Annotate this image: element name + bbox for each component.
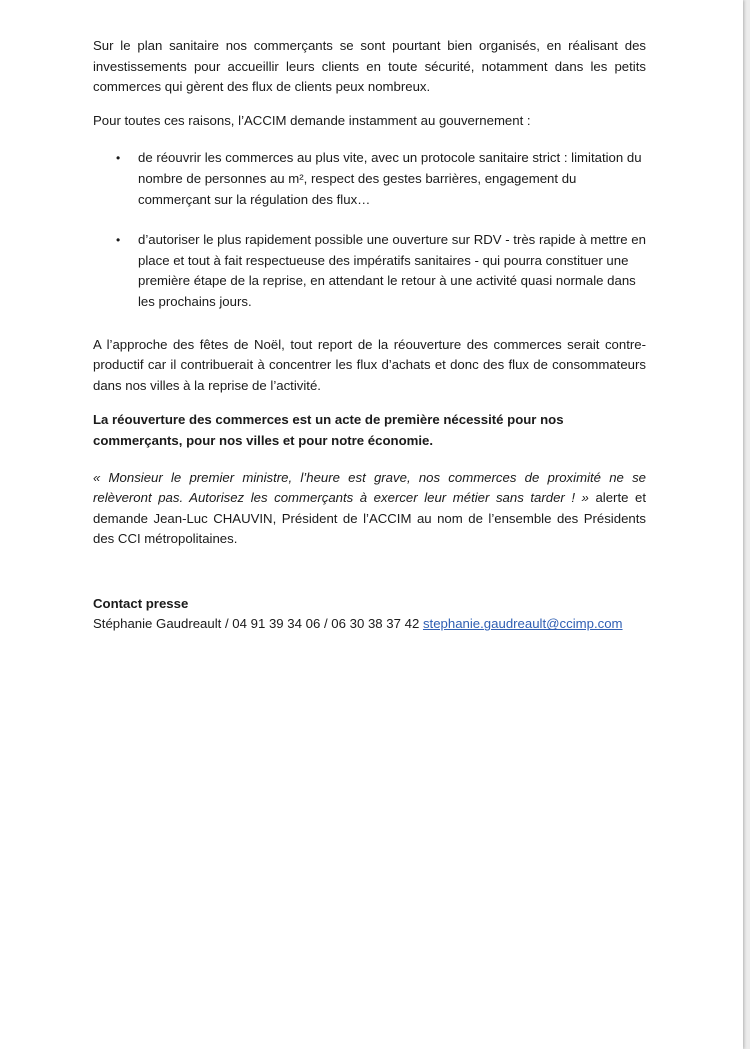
- request-list: [93, 148, 646, 312]
- bullet-icon: •: [116, 151, 121, 166]
- contact-details: [93, 614, 646, 635]
- list-item-text: d’autoriser le plus rapidement possible une ouverture sur RDV - très rapide à mettre en place et tout à fait respectueuse des impératifs sanitaires - qui pourra constituer une première étape de la reprise, en attendant le retour à une activité quasi normale dans les prochains jours.: [138, 232, 646, 309]
- list-item: [93, 230, 646, 312]
- quote-attribution: alerte et demande Jean-Luc CHAUVIN, Président de l’ACCIM au nom de l’ensemble des Présidents des CCI métropolitaines.: [93, 490, 646, 547]
- contact-email-link[interactable]: stephanie.gaudreault@ccimp.com: [422, 616, 623, 632]
- contact-title: Contact presse: [93, 595, 189, 611]
- list-item: [93, 148, 646, 210]
- paragraph-quote: [93, 468, 646, 550]
- paragraph-sanitary-organisation: Sur le plan sanitaire nos commerçants se sont pourtant bien organisés, en réalisant des investissements pour accueillir leurs clients en toute sécurité, notamment dans les petits commerces qui gèrent des flux de clients peux nombreux.: [93, 38, 646, 95]
- document-body: [93, 36, 646, 635]
- bullet-icon: •: [116, 233, 121, 248]
- quote-text: « Monsieur le premier ministre, l’heure est grave, nos commerces de proximité ne se relèveront pas. Autorisez les commerçants à exercer leur métier sans tarder ! »: [93, 469, 646, 506]
- list-item-text: de réouvrir les commerces au plus vite, avec un protocole sanitaire strict : limitation du nombre de personnes au m², respect des gestes barrières, engagement du commerçant sur la régulation des flux…: [138, 150, 642, 207]
- paragraph-accim-request: Pour toutes ces raisons, l’ACCIM demande instamment au gouvernement :: [93, 112, 531, 128]
- contact-phone-line: Stéphanie Gaudreault / 04 91 39 34 06 / 06 30 38 37 42: [93, 616, 423, 632]
- paragraph-christmas: A l’approche des fêtes de Noël, tout report de la réouverture des commerces serait contre-productif car il contribuerait à concentrer les flux d’achats et donc des flux de consommateurs dans nos villes à la reprise de l’activité.: [93, 336, 646, 393]
- paragraph-conclusion-bold: La réouverture des commerces est un acte de première nécessité pour nos commerçants, pour nos villes et pour notre économie.: [93, 412, 564, 448]
